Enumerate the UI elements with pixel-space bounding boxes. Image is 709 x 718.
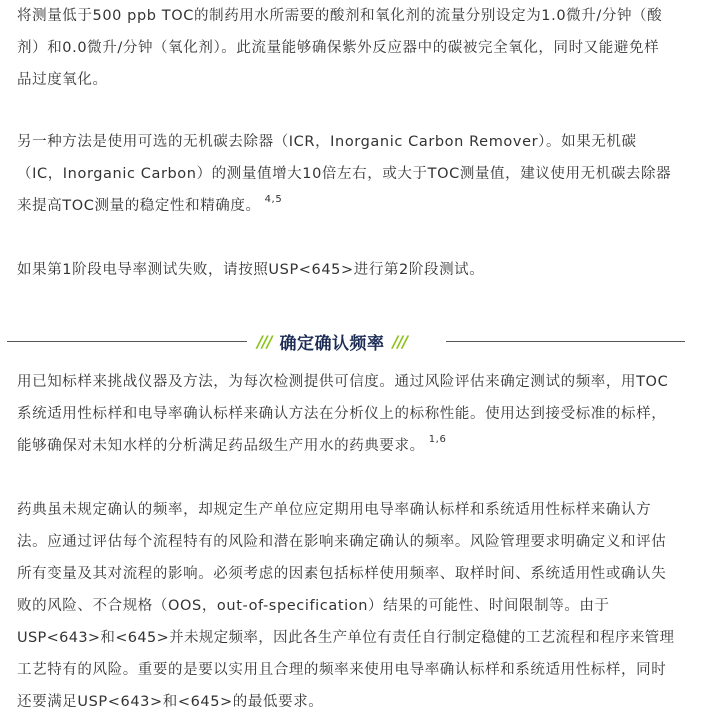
stage-paragraph (17, 254, 677, 286)
section-heading (0, 326, 709, 356)
slash-decor-icon: /// (257, 331, 272, 351)
section-title: 确定确认频率 (279, 333, 385, 354)
paragraph-line: 来提高TOC测量的稳定性和精确度。 (17, 198, 261, 214)
paragraph-line-with-ref (17, 430, 677, 462)
paragraph-line: 剂）和0.0微升/分钟（氧化剂）。此流量能够确保紫外反应器中的碳被完全氧化，同时又能避免样 (17, 40, 660, 56)
paragraph-line: 药典虽未规定确认的频率，却规定生产单位应定期用电导率确认标样和系统适用性标样来确认方 (17, 502, 652, 518)
paragraph-line: 如果第1阶段电导率测试失败，请按照USP<645>进行第2阶段测试。 (17, 262, 485, 278)
paragraph-line: 法。应通过评估每个流程特有的风险和潜在影响来确定确认的频率。风险管理要求明确定义和评估 (17, 534, 667, 550)
slash-decor-icon: /// (392, 331, 408, 351)
reference-superscript: 1,6 (428, 434, 447, 446)
paragraph-line: 另一种方法是使用可选的无机碳去除器（ICR，Inorganic Carbon Remover）。如果无机碳 (17, 134, 637, 150)
paragraph-line: 还要满足USP<643>和<645>的最低要求。 (17, 694, 324, 710)
paragraph-line: 败的风险、不合规格（OOS，out-of-specification）结果的可能性、时间限制等。由于 (17, 598, 610, 614)
paragraph-line: USP<643>和<645>并未规定频率，因此各生产单位有责任自行制定稳健的工艺流程和程序来管理 (17, 630, 675, 646)
heading-divider-left (7, 341, 247, 342)
intro-paragraph (17, 0, 677, 96)
paragraph-line: 所有变量及其对流程的影响。必须考虑的因素包括标样使用频率、取样时间、系统适用性或确认失 (17, 566, 667, 582)
heading-divider-right (446, 341, 685, 342)
pharmacopeia-paragraph (17, 494, 677, 718)
icr-paragraph (17, 126, 677, 222)
reference-superscript: 4,5 (264, 194, 283, 206)
paragraph-line: 能够确保对未知水样的分析满足药品级生产用水的药典要求。 (17, 438, 425, 454)
paragraph-line: 将测量低于500 ppb TOC的制药用水所需要的酸剂和氧化剂的流量分别设定为1.0微升/分钟（酸 (17, 8, 663, 24)
paragraph-line: （IC，Inorganic Carbon）的测量值增大10倍左右，或大于TOC测量值，建议使用无机碳去除器 (17, 166, 672, 182)
paragraph-line: 工艺特有的风险。重要的是要以实用且合理的频率来使用电导率确认标样和系统适用性标样，同时 (17, 662, 667, 678)
paragraph-line: 系统适用性标样和电导率确认标样来确认方法在分析仪上的标称性能。使用达到接受标准的标样， (17, 406, 667, 422)
heading-title-group (257, 326, 407, 356)
paragraph-line-with-ref (17, 190, 677, 222)
verify-paragraph (17, 366, 677, 462)
paragraph-line: 品过度氧化。 (17, 72, 108, 88)
paragraph-line: 用已知标样来挑战仪器及方法，为每次检测提供可信度。通过风险评估来确定测试的频率，用TOC (17, 374, 669, 390)
